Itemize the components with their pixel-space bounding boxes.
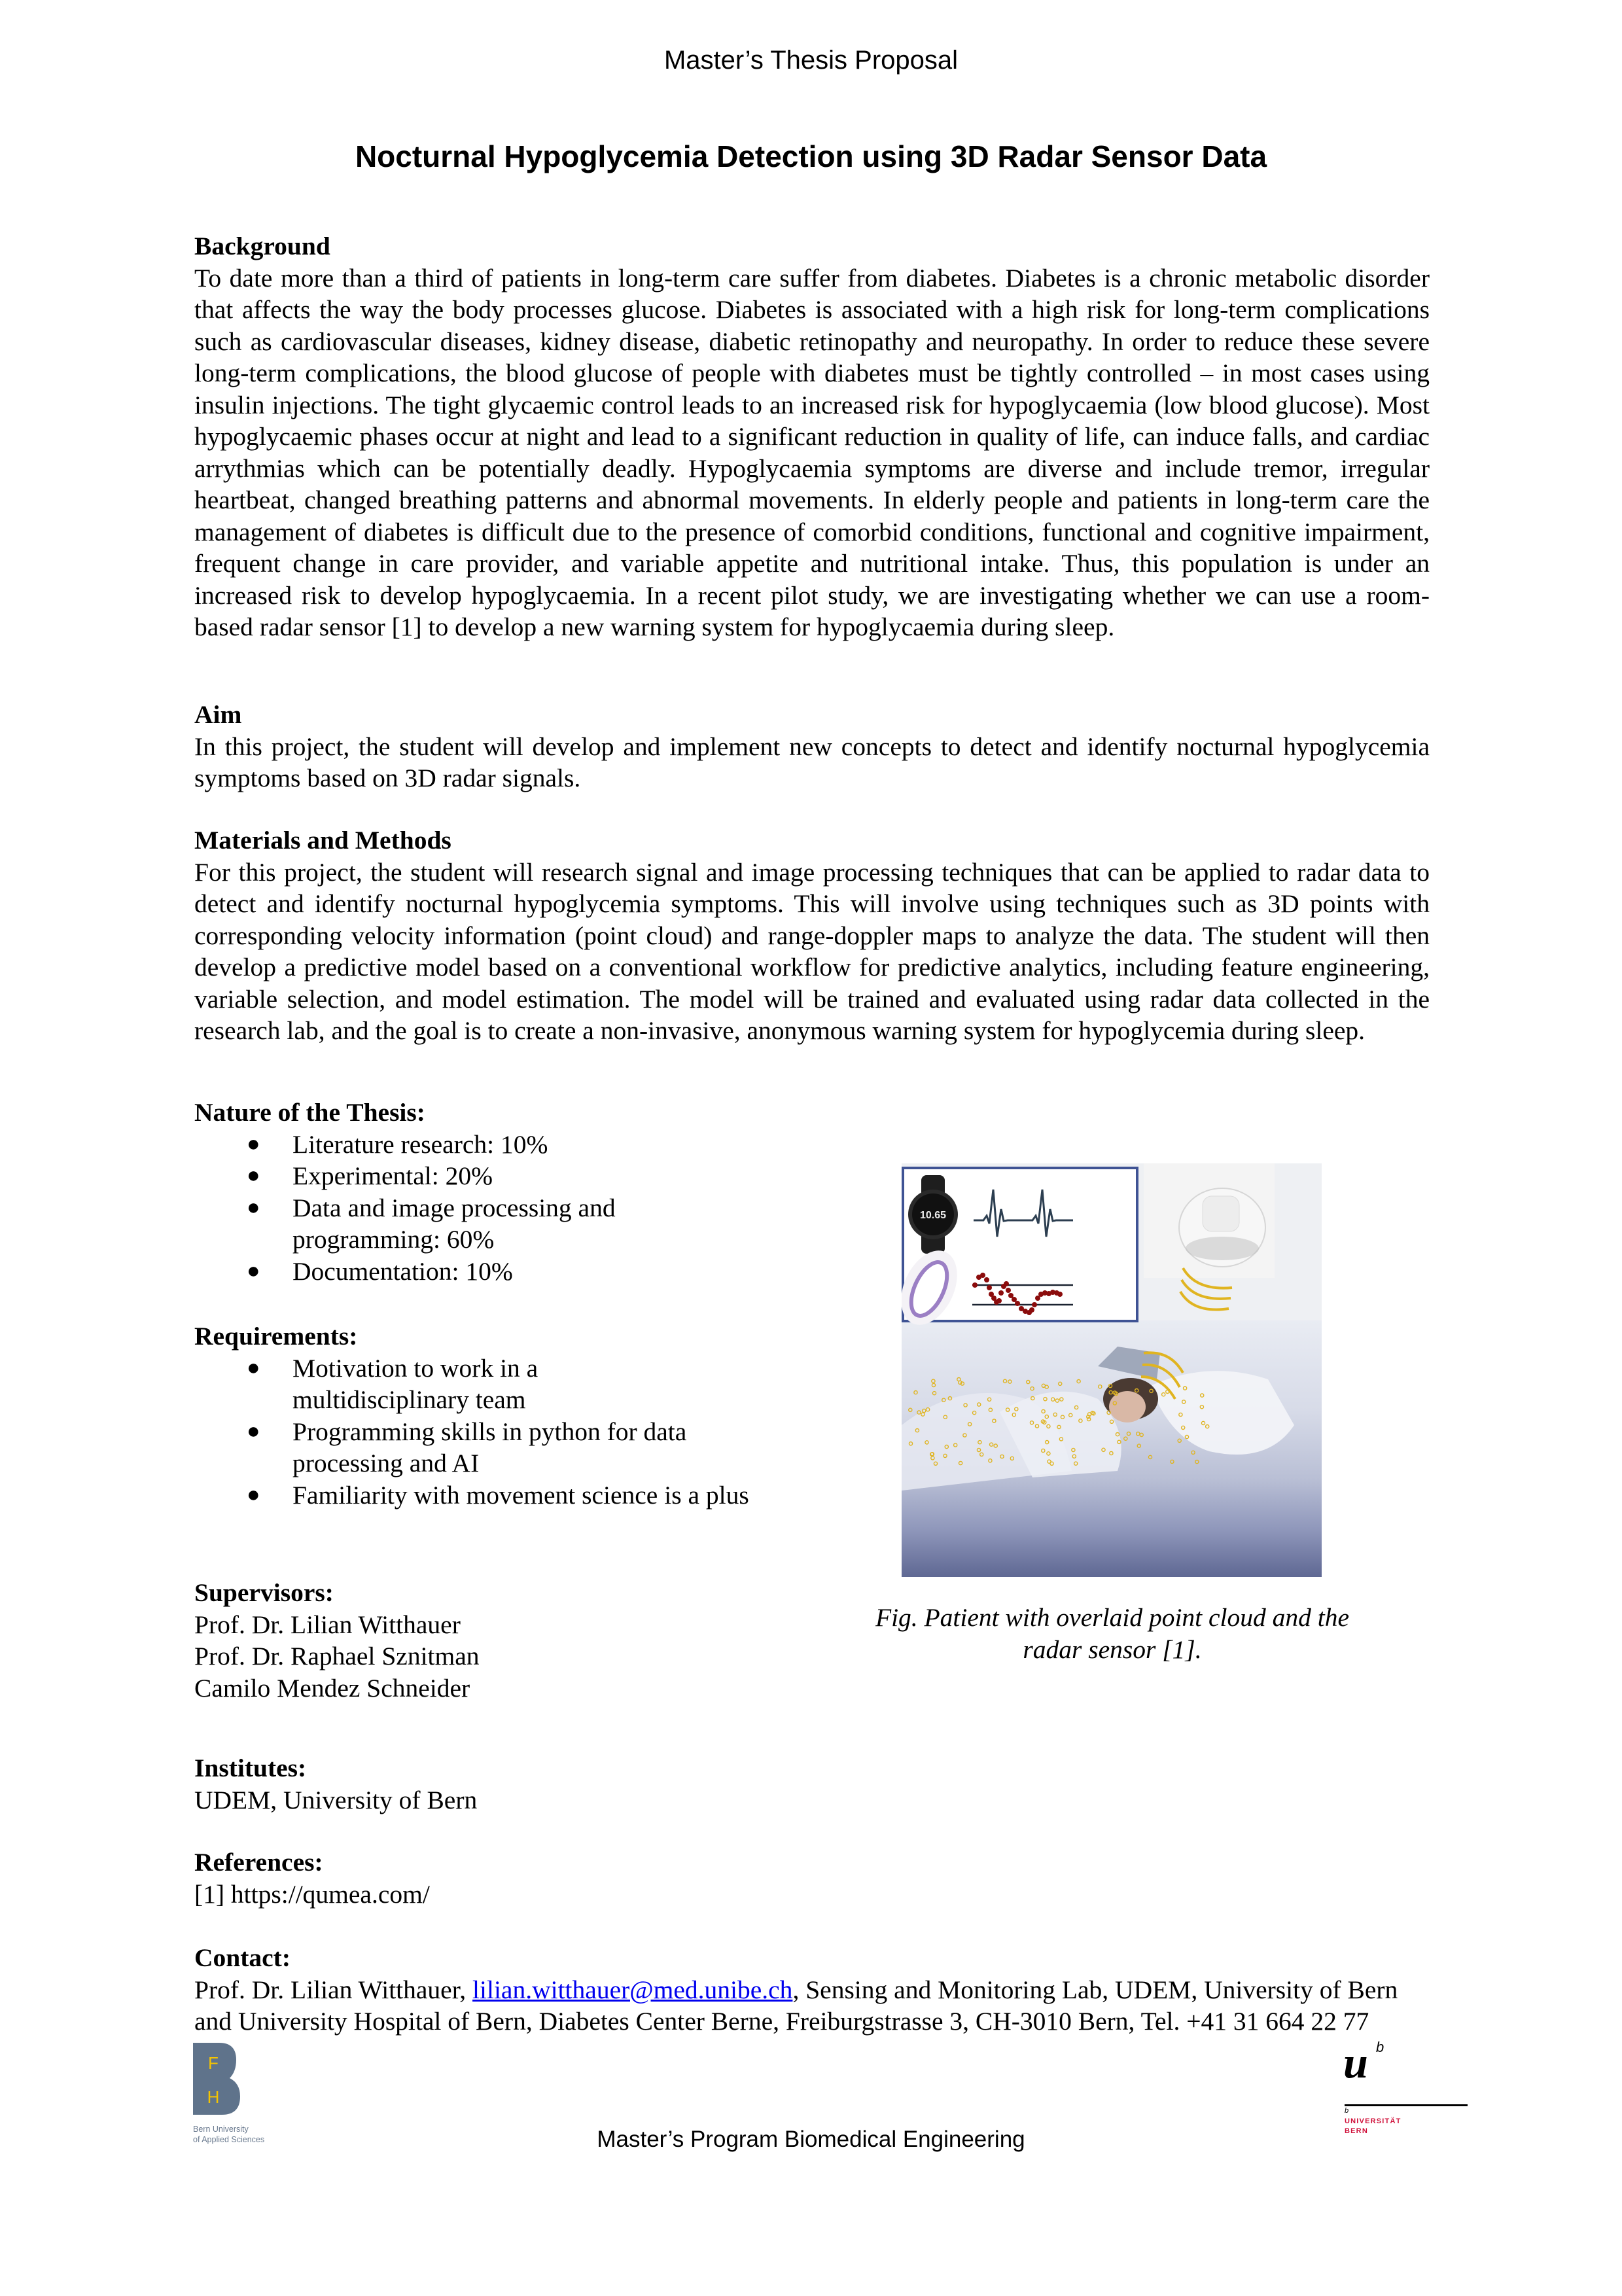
supervisor-name: Prof. Dr. Lilian Witthauer <box>194 1610 461 1639</box>
figure-graphics <box>902 1163 1322 1577</box>
section-heading: Materials and Methods <box>194 826 451 855</box>
glucose-sensor-icon <box>902 1242 968 1334</box>
bullet-icon: ● <box>247 1482 260 1507</box>
bullet-icon: ● <box>247 1355 260 1380</box>
figure-illustration <box>902 1163 1322 1577</box>
section-heading: Nature of the Thesis: <box>194 1098 425 1127</box>
bfh-text-line: Bern University <box>193 2125 249 2134</box>
point-cloud-dot <box>1124 1437 1127 1440</box>
contact-details: , Sensing and Monitoring Lab, UDEM, University of Bern and University Hospital of Bern, Diabetes Center Berne, Freiburgstrasse 3, CH-3010 Bern, Tel. +41 31 664 22 77 <box>194 1975 1398 2036</box>
section-requirements <box>194 1320 770 1511</box>
list-item <box>194 1192 659 1256</box>
glucose-dots <box>972 1273 1063 1315</box>
section-supervisors <box>194 1577 770 1704</box>
page-footer: Master’s Program Biomedical Engineering <box>597 2127 1025 2152</box>
bullet-icon: ● <box>247 1131 260 1156</box>
section-references <box>194 1846 770 1910</box>
watch-display-text: 10.65 <box>919 1210 947 1221</box>
glucose-dot <box>987 1285 992 1290</box>
point-cloud-dot <box>1178 1439 1181 1442</box>
point-cloud-dot <box>1137 1444 1140 1447</box>
glucose-dot <box>1032 1302 1037 1307</box>
point-cloud-dot <box>914 1391 917 1394</box>
glucose-dot <box>998 1290 1004 1296</box>
contact-name: Prof. Dr. Lilian Witthauer, <box>194 1975 473 2004</box>
radar-sensor-icon <box>1179 1188 1265 1267</box>
ecg-trace <box>974 1190 1073 1237</box>
nature-list <box>194 1129 770 1288</box>
point-cloud-dot <box>1003 1379 1006 1383</box>
list-item <box>194 1479 750 1511</box>
section-text: In this project, the student will develop and implement new concepts to detect and identify nocturnal hypoglycemia symptoms based on 3D radar signals. <box>194 732 1430 792</box>
contact-text <box>194 1974 1437 2038</box>
unibe-u-mark: u <box>1343 2038 1368 2087</box>
list-item <box>194 1129 770 1161</box>
contact-email-link[interactable]: lilian.witthauer@med.unibe.ch <box>472 1975 793 2004</box>
glucose-dot <box>996 1298 1002 1303</box>
smartwatch-icon <box>908 1175 958 1254</box>
point-cloud-dot <box>1031 1387 1034 1390</box>
section-institutes <box>194 1752 770 1816</box>
unibe-logo <box>1311 2036 1441 2141</box>
point-cloud-dot <box>957 1378 961 1381</box>
bullet-icon: ● <box>247 1163 260 1188</box>
list-item-text: Documentation: 10% <box>292 1256 513 1286</box>
section-heading: Institutes: <box>194 1754 307 1782</box>
requirements-list <box>194 1352 770 1511</box>
unibe-name-line: BERN <box>1345 2127 1368 2135</box>
unibe-name-line: UNIVERSITÄT <box>1345 2117 1402 2125</box>
glucose-dot <box>1015 1301 1020 1306</box>
section-contact <box>194 1942 1437 2038</box>
bullet-icon: ● <box>247 1195 260 1220</box>
glucose-dot <box>1029 1307 1034 1313</box>
point-cloud-dot <box>1077 1380 1080 1383</box>
glucose-dot <box>984 1277 989 1282</box>
point-cloud-dot <box>1042 1384 1045 1387</box>
list-item-text: Literature research: 10% <box>292 1129 548 1159</box>
list-item-text: Data and image processing and programming: 60% <box>292 1193 616 1254</box>
point-cloud-dot <box>1140 1433 1143 1436</box>
section-nature-of-thesis <box>194 1097 770 1287</box>
section-heading: Aim <box>194 700 242 729</box>
glucose-dot <box>972 1282 978 1288</box>
list-item-text: Programming skills in python for data processing and AI <box>292 1417 687 1477</box>
list-item-text: Experimental: 20% <box>292 1161 493 1190</box>
bed-scene <box>902 1347 1294 1491</box>
radar-waves-icon <box>1180 1268 1232 1310</box>
page-header: Master’s Thesis Proposal <box>663 46 959 75</box>
section-heading: Background <box>194 232 330 260</box>
section-heading: Supervisors: <box>194 1578 334 1607</box>
list-item-text: Motivation to work in a multidisciplinary team <box>292 1353 538 1414</box>
document-title: Nocturnal Hypoglycemia Detection using 3D Radar Sensor Data <box>355 139 1267 173</box>
section-aim <box>194 699 1430 794</box>
bullet-icon: ● <box>247 1258 260 1283</box>
section-text: To date more than a third of patients in long-term care suffer from diabetes. Diabetes is a chronic metabolic disorder that affects the way the body processes glucose. Diabetes is associated with a high risk for long-term complications such as cardiovascular diseases, kidney disease, diabetic retinopathy and neuropathy. In order to reduce these severe long-term complications, the blood glucose of people with diabetes must be tightly controlled – in most cases using insulin injections. The tight glycaemic control leads to an increased risk for hypoglycaemia (low blood glucose). Most hypoglycaemic phases occur at night and lead to a significant reduction in quality of life, can induce falls, and cardiac arrythmias which can be potentially deadly. Hypoglycaemia symptoms are diverse and include tremor, irregular heartbeat, changed breathing patterns and abnormal movements. In elderly people and patients in long-term care the management of diabetes is difficult due to the presence of comorbid conditions, functional and cognitive impairment, frequent change in care provider, and variable appetite and nutritional intake. Thus, this population is under an increased risk to develop hypoglycaemia. In a recent pilot study, we are investigating whether we can use a room-based radar sensor [1] to develop a new warning system for hypoglycaemia during sleep. <box>194 263 1430 641</box>
unibe-divider <box>1345 2104 1468 2106</box>
point-cloud-dot <box>1191 1451 1195 1454</box>
point-cloud-dot <box>1059 1382 1062 1385</box>
bfh-b-mark-icon <box>193 2043 240 2115</box>
point-cloud-dot <box>1171 1460 1174 1463</box>
bfh-letter-f: F <box>208 2053 219 2073</box>
section-heading: References: <box>194 1848 323 1877</box>
point-cloud-dot <box>1099 1385 1102 1388</box>
section-background <box>194 230 1430 643</box>
section-heading: Contact: <box>194 1943 291 1972</box>
bfh-letter-h: H <box>207 2087 220 2107</box>
point-cloud-dot <box>1027 1381 1030 1384</box>
unibe-b-superscript: b <box>1376 2039 1384 2055</box>
figure-caption: Fig. Patient with overlaid point cloud and the radar sensor [1]. <box>875 1603 1350 1664</box>
point-cloud-dot <box>1148 1455 1152 1458</box>
glucose-dot <box>1006 1288 1011 1293</box>
point-cloud-dot <box>932 1392 936 1395</box>
point-cloud-dot <box>909 1408 912 1411</box>
unibe-b-small: b <box>1345 2107 1349 2115</box>
supervisor-name: Prof. Dr. Raphael Sznitman <box>194 1642 480 1670</box>
section-heading: Requirements: <box>194 1322 358 1351</box>
glucose-dot <box>980 1273 985 1278</box>
point-cloud-dot <box>1008 1380 1012 1383</box>
glucose-dot <box>1057 1292 1063 1297</box>
section-text: For this project, the student will research signal and image processing techniques that can be applied to radar data to detect and identify nocturnal hypoglycemia symptoms. This will involve using techniques such as 3D points with corresponding velocity information (point cloud) and range-doppler maps to analyze the data. The student will then develop a predictive model based on a conventional workflow for predictive analytics, including feature engineering, variable selection, and model estimation. The model will be trained and evaluated using radar data collected in the research lab, and the goal is to create a non-invasive, anonymous warning system for hypoglycemia during sleep. <box>194 857 1430 1045</box>
point-cloud-dot <box>1137 1432 1140 1436</box>
institute-text: UDEM, University of Bern <box>194 1785 478 1814</box>
list-item <box>194 1256 770 1288</box>
list-item-text: Familiarity with movement science is a plus <box>292 1480 749 1510</box>
bfh-text-line: of Applied Sciences <box>193 2135 265 2144</box>
point-cloud-dot <box>1195 1460 1199 1464</box>
supervisor-name: Camilo Mendez Schneider <box>194 1673 470 1703</box>
glucose-dot <box>1004 1281 1009 1286</box>
list-item <box>194 1416 744 1479</box>
point-cloud-dot <box>932 1383 935 1386</box>
bullet-icon: ● <box>247 1419 260 1443</box>
point-cloud-dot <box>932 1379 935 1383</box>
section-materials-methods <box>194 824 1430 1047</box>
list-item <box>194 1160 770 1192</box>
list-item <box>194 1352 633 1416</box>
reference-item: [1] https://qumea.com/ <box>194 1879 430 1909</box>
point-cloud-dot <box>1127 1432 1130 1436</box>
